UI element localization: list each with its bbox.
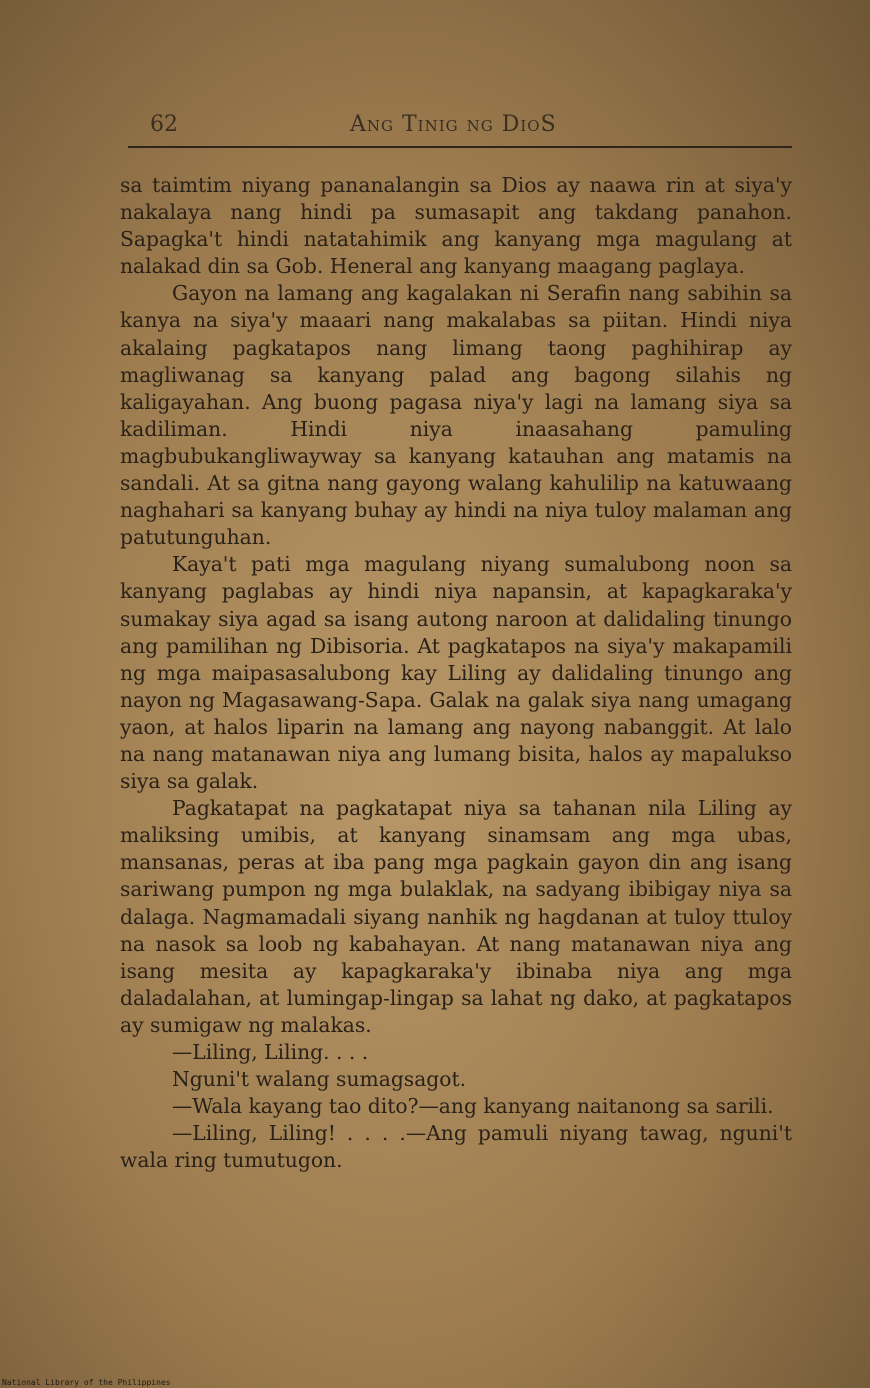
dialogue-line: —Wala kayang tao dito?—ang kanyang naitanong sa sarili. [172,1094,774,1119]
body-text [120,172,792,1174]
paragraph: Gayon na lamang ang kagalakan ni Serafin nang sabihin sa kanya na siya'y maaari nang makalabas sa piitan. Hindi niya akalaing pagkatapos nang limang taong paghihirap ay magliwanag sa kanyang palad ang bagong silahis ng kaligayahan. Ang buong pagasa niya'y lagi na lamang siya sa kadiliman. Hindi niya inaasahang pamuling magbubukangliwayway sa kanyang katauhan ang matamis na sandali. At sa gitna nang gayong walang kahulilip na katuwaang naghahari sa kanyang buhay ay hindi na niya tuloy malaman ang patutunguhan. [120,281,792,550]
paragraph: Pagkatapat na pagkatapat niya sa tahanan nila Liling ay maliksing umibis, at kanyang sinamsam ang mga ubas, mansanas, peras at iba pang mga pagkain gayon din ang isang sariwang pumpon ng mga bulaklak, na sadyang ibibigay niya sa dalaga. Nagmamadali siyang nanhik ng hagdanan at tuloy ttuloy na nasok sa loob ng kabahayan. At nang matanawan niya ang isang mesita ay kapagkaraka'y ibinaba niya ang mga daladalahan, at lumingap-lingap sa lahat ng dako, at pagkatapos ay sumigaw ng malakas. [120,796,792,1037]
dialogue-line: —Liling, Liling! . . . .—Ang pamuli niyang tawag, nguni't wala ring tumutugon. [120,1121,792,1173]
dialogue-line: —Liling, Liling. . . . [172,1040,369,1064]
library-credit: National Library of the Philippines [2,1378,171,1387]
page-number: 62 [150,112,178,137]
page-header [150,108,790,142]
running-title: Ang Tinig ng DioS [350,112,557,137]
paragraph: sa taimtim niyang pananalangin sa Dios ay naawa rin at siya'y nakalaya nang hindi pa sumasapit ang takdang panahon. Sapagka't hindi natatahimik ang kanyang mga magulang at nalakad din sa Gob. Heneral ang kanyang maagang paglaya. [120,173,792,279]
header-rule [128,146,792,148]
dialogue-line: Nguni't walang sumagsagot. [172,1067,467,1092]
paragraph: Kaya't pati mga magulang niyang sumalubong noon sa kanyang paglabas ay hindi niya napansin, at kapagkaraka'y sumakay siya agad sa isang autong naroon at dalidaling tinungo ang pamilihan ng Dibisoria. At pagkatapos na siya'y makapamili ng mga maipasasalubong kay Liling ay dalidaling tinungo ang nayon ng Magasawang-Sapa. Galak na galak siya nang umagang yaon, at halos liparin na lamang ang nayong nabanggit. At lalo na nang matanawan niya ang lumang bisita, halos ay mapalukso siya sa galak. [120,552,792,794]
